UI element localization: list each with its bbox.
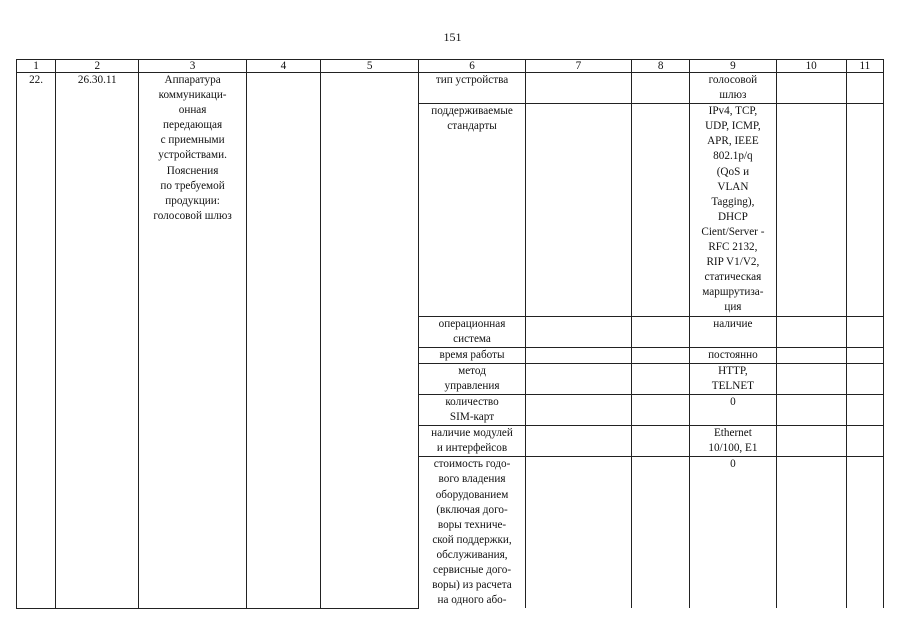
- characteristic-value: 0: [690, 394, 776, 425]
- characteristic-value: наличие: [690, 316, 776, 347]
- column-number: 11: [846, 60, 883, 73]
- empty-cell: [846, 347, 883, 363]
- empty-cell: [525, 426, 631, 457]
- empty-cell: [776, 73, 846, 104]
- column-number: 10: [776, 60, 846, 73]
- characteristic-name: количество SIM-карт: [419, 394, 525, 425]
- empty-cell: [776, 363, 846, 394]
- column-number: 2: [56, 60, 139, 73]
- row-number: 22.: [17, 73, 56, 609]
- column-number: 5: [321, 60, 419, 73]
- empty-cell: [246, 73, 320, 609]
- page-number: 151: [443, 30, 462, 44]
- empty-cell: [525, 394, 631, 425]
- empty-cell: [525, 73, 631, 104]
- column-number: 8: [632, 60, 690, 73]
- characteristic-name: метод управления: [419, 363, 525, 394]
- empty-cell: [776, 457, 846, 608]
- column-number: 6: [419, 60, 525, 73]
- empty-cell: [321, 73, 419, 609]
- characteristic-name: наличие модулей и интерфейсов: [419, 426, 525, 457]
- column-number: 9: [690, 60, 776, 73]
- empty-cell: [846, 394, 883, 425]
- column-number: 4: [246, 60, 320, 73]
- column-number: 3: [139, 60, 246, 73]
- column-number: 1: [17, 60, 56, 73]
- empty-cell: [632, 426, 690, 457]
- product-name: Аппаратура коммуникаци- онная передающая с приемными устройствами. Пояснения по требуемой продукции: голосовой шлюз: [139, 73, 246, 609]
- empty-cell: [632, 363, 690, 394]
- column-number: 7: [525, 60, 631, 73]
- characteristic-name: поддерживаемые стандарты: [419, 104, 525, 316]
- empty-cell: [776, 347, 846, 363]
- characteristic-value: HTTP, TELNET: [690, 363, 776, 394]
- empty-cell: [525, 316, 631, 347]
- empty-cell: [632, 347, 690, 363]
- empty-cell: [846, 73, 883, 104]
- characteristic-name: операционная система: [419, 316, 525, 347]
- empty-cell: [846, 316, 883, 347]
- characteristic-value: постоянно: [690, 347, 776, 363]
- characteristic-value: голосовой шлюз: [690, 73, 776, 104]
- empty-cell: [846, 104, 883, 316]
- empty-cell: [632, 73, 690, 104]
- empty-cell: [846, 363, 883, 394]
- empty-cell: [632, 457, 690, 608]
- characteristic-value: Ethernet 10/100, E1: [690, 426, 776, 457]
- empty-cell: [525, 363, 631, 394]
- empty-cell: [525, 104, 631, 316]
- empty-cell: [846, 426, 883, 457]
- empty-cell: [846, 457, 883, 608]
- characteristic-name: тип устройства: [419, 73, 525, 104]
- empty-cell: [776, 104, 846, 316]
- empty-cell: [632, 104, 690, 316]
- empty-cell: [525, 457, 631, 608]
- procurement-table: [16, 59, 884, 609]
- empty-cell: [776, 394, 846, 425]
- empty-cell: [632, 316, 690, 347]
- characteristic-value: IPv4, TCP, UDP, ICMP, APR, IEEE 802.1p/q (QoS и VLAN Tagging), DHCP Cient/Server - RFC 2132, RIP V1/V2, статическая маршрутиза- ция: [690, 104, 776, 316]
- table-row: [17, 73, 884, 104]
- characteristic-value: 0: [690, 457, 776, 608]
- characteristic-name: время работы: [419, 347, 525, 363]
- empty-cell: [776, 426, 846, 457]
- okpd-code: 26.30.11: [56, 73, 139, 609]
- column-number-row: [17, 60, 884, 73]
- empty-cell: [525, 347, 631, 363]
- characteristic-name: стоимость годо- вого владения оборудованием (включая дого- воры техниче- ской поддержки, обслуживания, сервисные дого- воры) из расчета на одного або-: [419, 457, 525, 608]
- empty-cell: [776, 316, 846, 347]
- empty-cell: [632, 394, 690, 425]
